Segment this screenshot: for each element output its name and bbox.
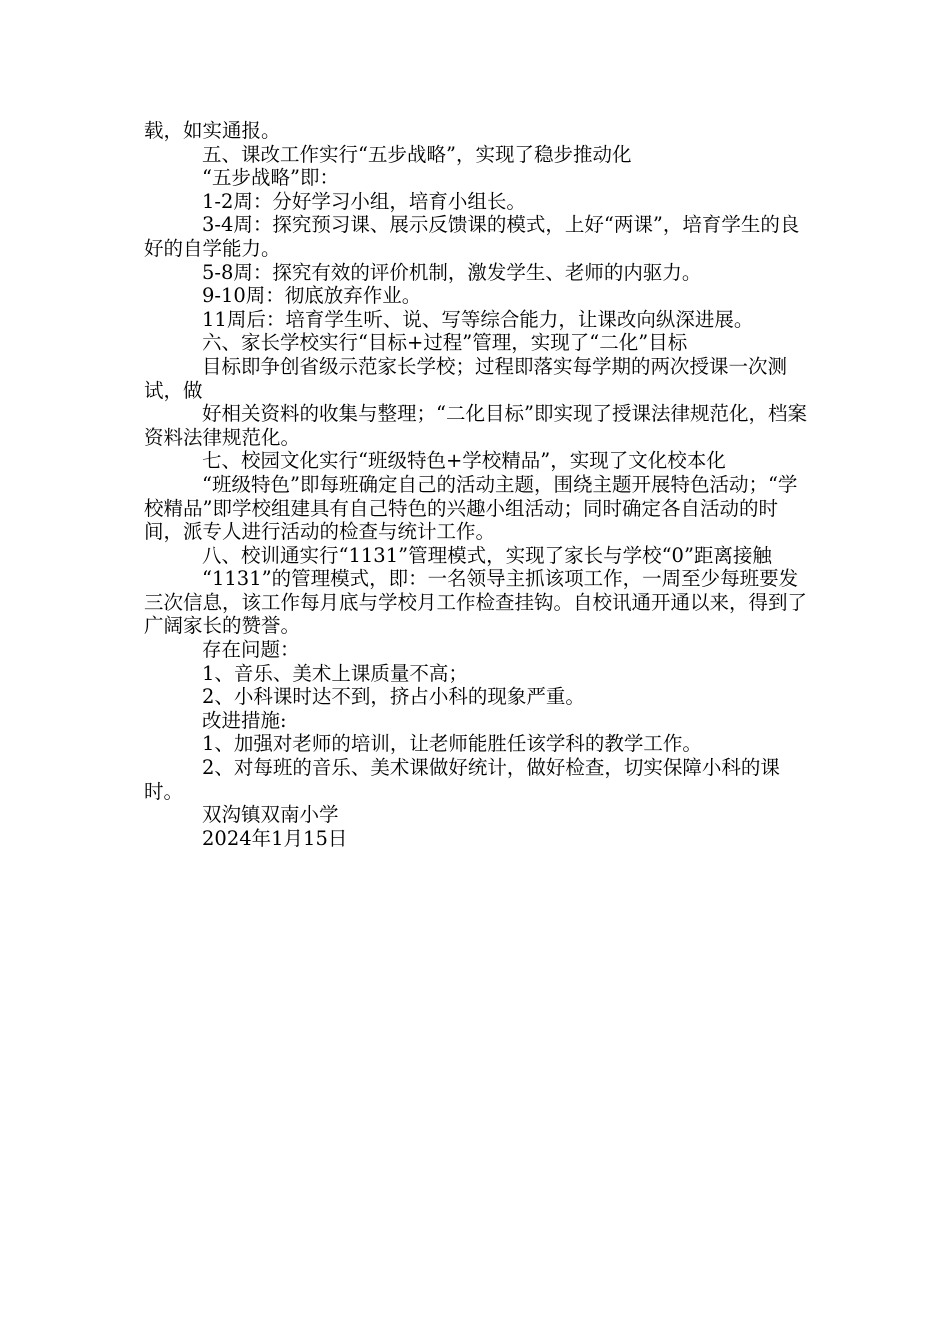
section-heading: 七、校园文化实行“班级特色+学校精品”，实现了文化校本化 — [202, 449, 726, 473]
list-item: 2、对每班的音乐、美术课做好统计，做好检查，切实保障小科的课时。 — [144, 756, 780, 803]
paragraph: “班级特色”即每班确定自己的活动主题，围绕主题开展特色活动；“学校精品”即学校组建具有自己特色的兴趣小组活动；同时确定各自活动的时间，派专人进行活动的检查与统计工作。 — [144, 472, 798, 544]
section-heading: 八、校训通实行“1131”管理模式，实现了家长与学校“0”距离接触 — [202, 543, 772, 567]
paragraph: 9-10周：彻底放弃作业。 — [202, 284, 422, 308]
paragraph: 载，如实通报。 — [144, 119, 281, 142]
list-item: 2、小科课时达不到，挤占小科的现象严重。 — [202, 685, 585, 709]
signature-date: 2024年1月15日 — [202, 826, 348, 850]
paragraph: “五步战略”即： — [202, 166, 339, 190]
paragraph: “1131”的管理模式，即：一名领导主抓该项工作，一周至少每班要发三次信息，该工作每月底与学校月工作检查挂钩。自校讯通开通以来，得到了广阔家长的赞誉。 — [144, 567, 808, 638]
paragraph: 五、课改工作实行“五步战略”，实现了稳步推动化 — [202, 142, 632, 166]
paragraph: 3-4周：探究预习课、展示反馈课的模式，上好“两课”，培育学生的良好的自学能力。 — [144, 213, 800, 260]
section-heading: 六、家长学校实行“目标+过程”管理，实现了“二化”目标 — [202, 331, 688, 355]
paragraph: 好相关资料的收集与整理；“二化目标”即实现了授课法律规范化，档案资料法律规范化。 — [144, 402, 807, 449]
paragraph: 目标即争创省级示范家长学校；过程即落实每学期的两次授课一次测试，做 — [144, 354, 788, 402]
document-body — [144, 119, 810, 850]
subheading-problems: 存在问题： — [202, 638, 300, 662]
paragraph: 1-2周：分好学习小组，培育小组长。 — [202, 189, 526, 213]
paragraph: 5-8周：探究有效的评价机制，激发学生、老师的内驱力。 — [202, 260, 702, 284]
subheading-measures: 改进措施: — [202, 708, 287, 732]
signature-school: 双沟镇双南小学 — [202, 803, 339, 827]
list-item: 1、加强对老师的培训，让老师能胜任该学科的教学工作。 — [202, 732, 702, 756]
paragraph: 11周后：培育学生听、说、写等综合能力，让课改向纵深进展。 — [202, 307, 754, 331]
list-item: 1、音乐、美术上课质量不高； — [202, 661, 468, 685]
